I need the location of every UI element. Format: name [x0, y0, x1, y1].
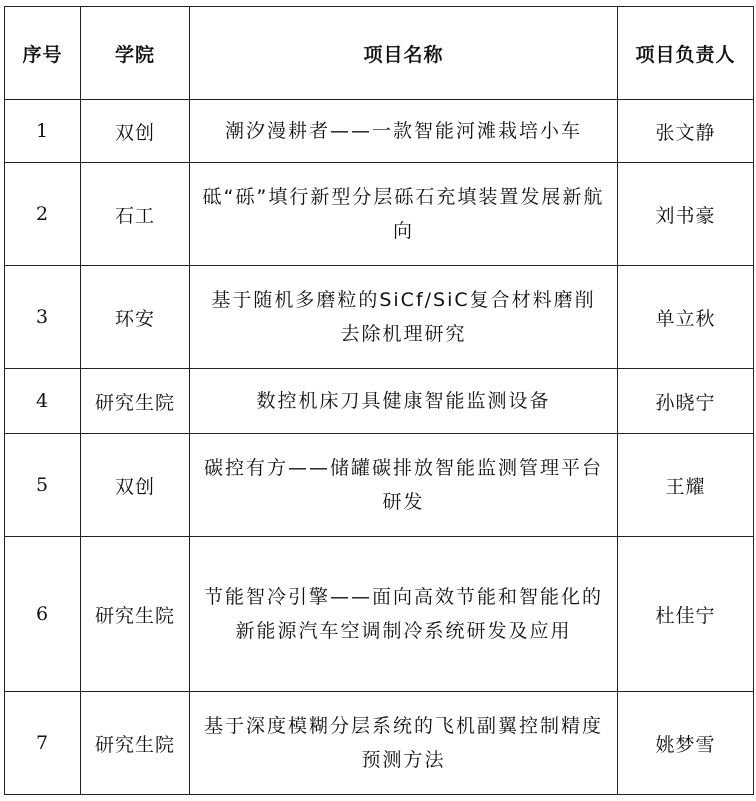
project-name-cell: 基于深度模糊分层系统的飞机副翼控制精度预测方法 [190, 692, 618, 795]
project-name-cell: 碳控有方——储罐碳排放智能监测管理平台研发 [190, 434, 618, 537]
header-project-leader: 项目负责人 [618, 7, 754, 100]
serial-number-cell: 7 [5, 692, 81, 795]
project-name-cell: 节能智冷引擎——面向高效节能和智能化的新能源汽车空调制冷系统研发及应用 [190, 537, 618, 692]
table-header-row [5, 7, 754, 100]
serial-number-cell: 4 [5, 369, 81, 434]
college-cell: 研究生院 [81, 369, 190, 434]
leader-cell: 杜佳宁 [618, 537, 754, 692]
leader-cell: 刘书豪 [618, 163, 754, 266]
serial-number-cell: 3 [5, 266, 81, 369]
college-cell: 双创 [81, 100, 190, 163]
table-row [5, 434, 754, 537]
header-serial-number: 序号 [5, 7, 81, 100]
table-row [5, 537, 754, 692]
serial-number-cell: 5 [5, 434, 81, 537]
serial-number-cell: 6 [5, 537, 81, 692]
college-cell: 双创 [81, 434, 190, 537]
table-row [5, 100, 754, 163]
college-cell: 研究生院 [81, 537, 190, 692]
serial-number-cell: 2 [5, 163, 81, 266]
header-college: 学院 [81, 7, 190, 100]
serial-number-cell: 1 [5, 100, 81, 163]
leader-cell: 孙晓宁 [618, 369, 754, 434]
leader-cell: 姚梦雪 [618, 692, 754, 795]
project-name-cell: 潮汐漫耕者——一款智能河滩栽培小车 [190, 100, 618, 163]
project-name-cell: 基于随机多磨粒的SiCf/SiC复合材料磨削去除机理研究 [190, 266, 618, 369]
leader-cell: 王耀 [618, 434, 754, 537]
college-cell: 环安 [81, 266, 190, 369]
header-project-name: 项目名称 [190, 7, 618, 100]
leader-cell: 张文静 [618, 100, 754, 163]
college-cell: 石工 [81, 163, 190, 266]
college-cell: 研究生院 [81, 692, 190, 795]
leader-cell: 单立秋 [618, 266, 754, 369]
table-row [5, 163, 754, 266]
project-name-cell: 砥“砾”填行新型分层砾石充填装置发展新航向 [190, 163, 618, 266]
table-row [5, 369, 754, 434]
project-table [4, 6, 754, 795]
table-row [5, 266, 754, 369]
project-name-cell: 数控机床刀具健康智能监测设备 [190, 369, 618, 434]
table-row [5, 692, 754, 795]
